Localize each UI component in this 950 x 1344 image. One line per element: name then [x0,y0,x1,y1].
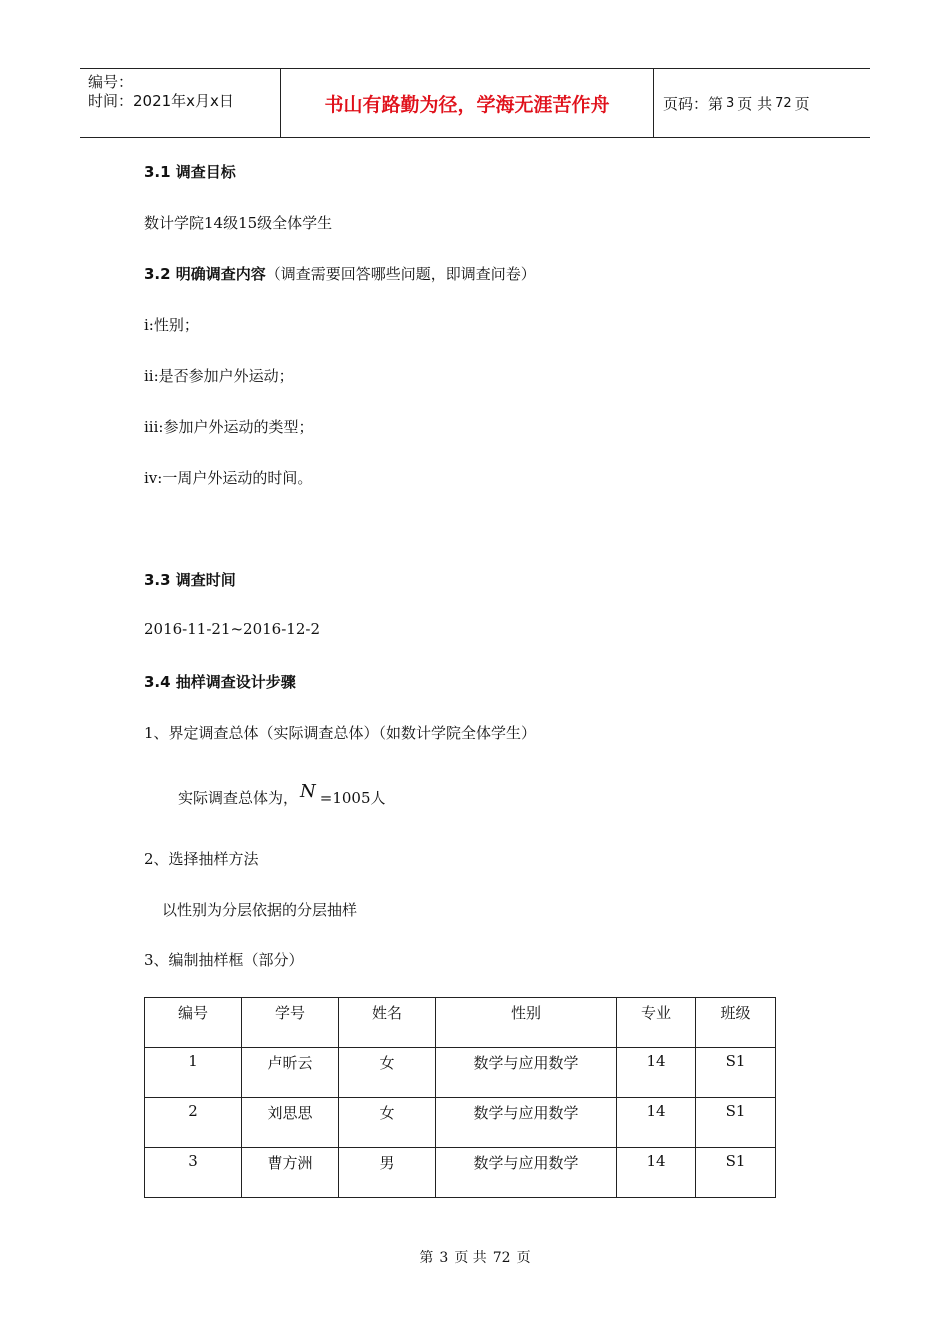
question-item-1: i:性别； [144,316,199,334]
question-item-2: ii:是否参加户外运动； [144,367,294,385]
table-header-cell: 编号 [145,998,242,1048]
table-cell: 女 [339,1098,436,1148]
table-cell: S1 [696,1048,776,1098]
table-cell: 曹方洲 [242,1148,339,1198]
table-header-cell: 性别 [436,998,617,1048]
document-time-label: 时间：2021年x月x日 [88,92,234,110]
table-cell: S1 [696,1098,776,1148]
step-1-detail-value: =1005人 [319,789,386,807]
page-header [80,68,870,138]
table-cell: S1 [696,1148,776,1198]
footer-suffix: 页 [516,1250,531,1266]
header-page-current: 3 [726,95,735,111]
page-footer [0,1247,950,1267]
question-item-4: iv:一周户外运动的时间。 [144,469,313,487]
section-3-1-text: 数计学院14级15级全体学生 [144,214,333,232]
table-cell: 2 [145,1098,242,1148]
footer-prefix: 第 [419,1250,434,1266]
header-page-mid: 页 共 [737,94,773,113]
section-3-2-title: 3.2 明确调查内容 [144,265,266,283]
header-page-total: 72 [775,95,792,111]
table-cell: 3 [145,1148,242,1198]
footer-page-total: 72 [492,1250,511,1266]
header-page-prefix: 页码：第 [663,94,724,113]
step-3: 3、编制抽样框（部分） [144,951,304,969]
table-cell: 14 [617,1148,696,1198]
footer-page-current: 3 [439,1250,449,1266]
table-row [145,1048,776,1098]
step-2: 2、选择抽样方法 [144,850,259,868]
table-header-row [145,998,776,1048]
sampling-frame-table [144,997,776,1198]
question-item-3: iii:参加户外运动的类型； [144,418,314,436]
table-row [145,1098,776,1148]
table-cell: 1 [145,1048,242,1098]
population-variable: N [300,781,316,802]
table-header-cell: 学号 [242,998,339,1048]
table-cell: 数学与应用数学 [436,1048,617,1098]
step-1-detail-prefix: 实际调查总体为， [178,789,299,807]
table-header-cell: 姓名 [339,998,436,1048]
header-page-info [654,69,870,137]
table-cell: 刘思思 [242,1098,339,1148]
table-cell: 数学与应用数学 [436,1148,617,1198]
header-page-suffix: 页 [794,94,810,113]
table-cell: 女 [339,1048,436,1098]
table-header-cell: 班级 [696,998,776,1048]
step-1: 1、界定调查总体（实际调查总体）（如数计学院全体学生） [144,724,537,742]
table-cell: 数学与应用数学 [436,1098,617,1148]
step-2-detail: 以性别为分层依据的分层抽样 [162,901,358,919]
table-row [145,1148,776,1198]
section-3-1-title: 3.1 调查目标 [144,163,236,181]
step-1-detail [178,781,386,808]
section-3-4-title: 3.4 抽样调查设计步骤 [144,673,296,691]
table-cell: 14 [617,1098,696,1148]
section-3-2-heading [144,263,536,284]
document-number-label: 编号： [88,73,134,91]
table-header-cell: 专业 [617,998,696,1048]
section-3-3-title: 3.3 调查时间 [144,571,236,589]
table-cell: 14 [617,1048,696,1098]
table-cell: 男 [339,1148,436,1198]
header-meta [80,69,281,137]
header-motto: 书山有路勤为径，学海无涯苦作舟 [281,69,654,137]
table-cell: 卢昕云 [242,1048,339,1098]
section-3-2-note: （调查需要回答哪些问题，即调查问卷） [265,265,536,283]
footer-mid: 页 共 [454,1250,487,1266]
section-3-3-text: 2016-11-21~2016-12-2 [144,620,320,638]
